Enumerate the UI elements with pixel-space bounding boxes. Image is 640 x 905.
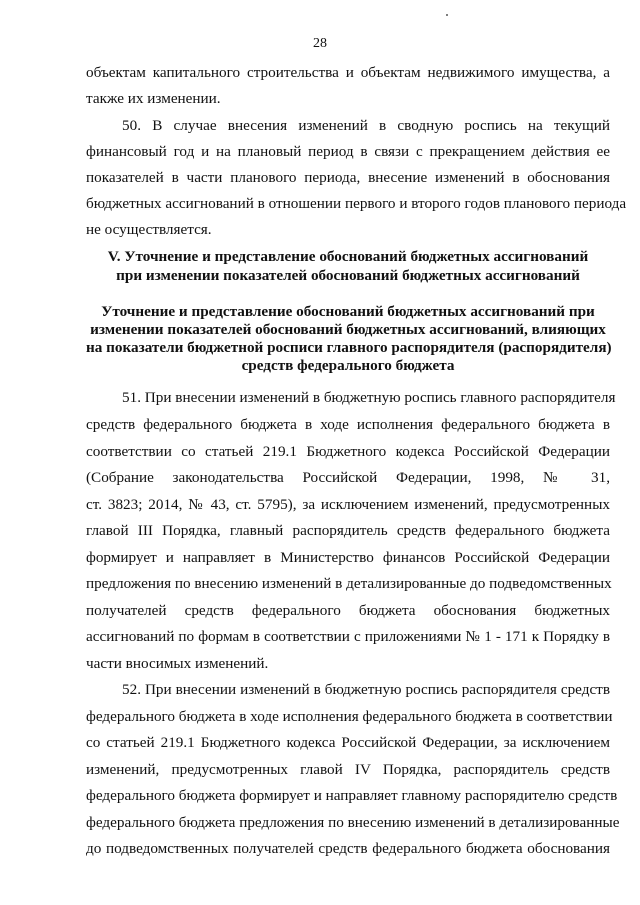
text-line: части вносимых изменений. <box>86 655 269 672</box>
text-line: до подведомственных получателей средств федерального бюджета обоснования <box>86 840 610 857</box>
text-line: формирует и направляет в Министерство финансов Российской Федерации <box>86 549 610 566</box>
text-line: федерального бюджета формирует и направляет главному распорядителю средств <box>86 787 618 804</box>
page-number: 28 <box>313 36 327 51</box>
text-line: финансовый год и на плановый период в связи с прекращением действия ее <box>86 143 610 160</box>
heading-line: изменении показателей обоснований бюджетных ассигнований, влияющих <box>90 321 606 338</box>
heading-line: V. Уточнение и представление обоснований бюджетных ассигнований <box>107 248 589 265</box>
text-line: соответствии со статьей 219.1 Бюджетного кодекса Российской Федерации <box>86 443 610 460</box>
text-line: ст. 3823; 2014, № 43, ст. 5795), за исключением изменений, предусмотренных <box>86 496 610 513</box>
text-line: изменений, предусмотренных главой IV Порядка, распорядитель средств <box>86 761 610 778</box>
text-line: ассигнований по формам в соответствии с приложениями № 1 - 171 к Порядку в <box>86 628 610 645</box>
text-line: не осуществляется. <box>86 221 212 238</box>
text-line: главой III Порядка, главный распорядитель средств федерального бюджета <box>86 522 610 539</box>
text-line: 50. В случае внесения изменений в сводную роспись на текущий <box>122 117 610 134</box>
text-line: предложения по внесению изменений в детализированные до подведомственных <box>86 575 612 592</box>
text-line: получателей средств федерального бюджета обоснования бюджетных <box>86 602 610 619</box>
text-line: 51. При внесении изменений в бюджетную роспись главного распорядителя <box>122 389 616 406</box>
text-line: федерального бюджета предложения по внесению изменений в детализированные <box>86 814 620 831</box>
text-line: федерального бюджета в ходе исполнения федерального бюджета в соответствии <box>86 708 613 725</box>
heading-line: Уточнение и представление обоснований бюджетных ассигнований при <box>101 303 595 320</box>
heading-line: на показатели бюджетной росписи главного распорядителя (распорядителя) <box>86 339 612 356</box>
text-line: бюджетных ассигнований в отношении первого и второго годов планового периода <box>86 195 627 212</box>
text-line: показателей в части планового периода, внесение изменений в обоснования <box>86 169 610 186</box>
text-line: (Собрание законодательства Российской Федерации, 1998, № 31, <box>86 469 610 486</box>
text-line: со статьей 219.1 Бюджетного кодекса Российской Федерации, за исключением <box>86 734 610 751</box>
text-line: также их изменении. <box>86 90 221 107</box>
heading-line: при изменении показателей обоснований бюджетных ассигнований <box>116 267 580 284</box>
heading-line: средств федерального бюджета <box>241 357 455 374</box>
text-line: объектам капитального строительства и объектам недвижимого имущества, а <box>86 64 610 81</box>
scan-dot <box>446 14 448 16</box>
text-line: 52. При внесении изменений в бюджетную роспись распорядителя средств <box>122 681 610 698</box>
text-line: средств федерального бюджета в ходе исполнения федерального бюджета в <box>86 416 610 433</box>
